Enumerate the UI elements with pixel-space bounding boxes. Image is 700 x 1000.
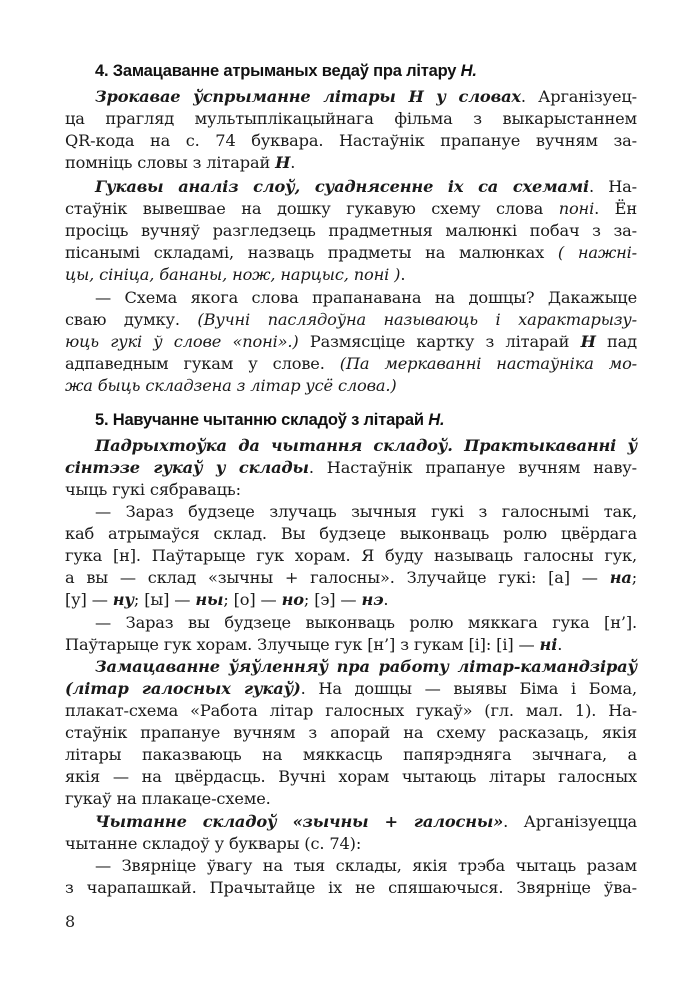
text-line bbox=[65, 877, 637, 899]
text-line bbox=[65, 567, 637, 589]
body-text: літары паказваюць на мяккасць папярэдняга зычнага, а bbox=[65, 745, 637, 764]
emphasis-bold-italic: (літар галосных гукаў) bbox=[65, 679, 301, 698]
emphasis-bold-italic: сінтэзе гукаў у склады bbox=[65, 458, 309, 477]
text-line bbox=[65, 435, 637, 457]
emphasis-bold-italic: Зрокавае ўспрыманне літары Н у словах bbox=[95, 87, 521, 106]
emphasis-bold-italic: но bbox=[281, 590, 304, 609]
document-page bbox=[65, 0, 637, 1000]
body-text: якія — на цвёрдасць. Вучні хорам чытаюць літары галосных bbox=[65, 767, 637, 786]
body-text: з чарапашкай. Прачытайце іх не спяшаючыся. Звярніце ўва- bbox=[65, 878, 637, 897]
body-text: гукаў на плакаце-схеме. bbox=[65, 789, 271, 808]
text-line bbox=[65, 287, 637, 309]
text-line bbox=[65, 479, 637, 501]
body-text: ; bbox=[631, 568, 637, 587]
emphasis-italic: жа быць складзена з літар усё слова.) bbox=[65, 376, 397, 395]
text-line bbox=[65, 788, 637, 810]
body-text: чыць гукі сябраваць: bbox=[65, 480, 241, 499]
text-line bbox=[65, 264, 637, 286]
text-line bbox=[65, 457, 637, 479]
body-text: . bbox=[400, 265, 406, 284]
text-line bbox=[65, 501, 637, 523]
body-text: ца прагляд мультыплікацыйнага фільма з выкарыстаннем bbox=[65, 109, 637, 128]
body-text: помніць словы з літарай bbox=[65, 153, 276, 172]
text-line bbox=[65, 589, 637, 611]
section-heading-letter: Н. bbox=[460, 62, 477, 80]
body-text: [у] — bbox=[65, 590, 113, 609]
emphasis-italic: (Па меркаванні настаўніка мо- bbox=[339, 354, 637, 373]
body-text: Размясціце картку з літарай bbox=[298, 332, 581, 351]
body-text: — Звярніце ўвагу на тыя склады, якія трэба чытаць разам bbox=[95, 856, 637, 875]
emphasis-bold-italic: ну bbox=[112, 590, 134, 609]
emphasis-bold-italic: ны bbox=[195, 590, 224, 609]
body-text: стаўнік вывешвае на дошку гукавую схему слова bbox=[65, 199, 559, 218]
section-heading-letter: Н. bbox=[428, 411, 445, 429]
body-text: QR-кода на с. 74 буквара. Настаўнік прапануе вучням за- bbox=[65, 131, 637, 150]
body-text: . bbox=[557, 635, 563, 654]
text-line bbox=[65, 855, 637, 877]
text-line bbox=[65, 176, 637, 198]
emphasis-italic: (Вучні паслядоўна называюць і характарызу- bbox=[197, 310, 637, 329]
emphasis-italic: поні bbox=[558, 199, 595, 218]
body-text: . На- bbox=[589, 177, 637, 196]
text-line bbox=[65, 130, 637, 152]
body-text: — Схема якога слова прапанавана на дошцы? Дакажыце bbox=[95, 288, 637, 307]
emphasis-bold-italic: Н bbox=[580, 332, 596, 351]
body-text: а вы — склад «зычны + галосны». Злучайце гукі: [а] — bbox=[65, 568, 610, 587]
text-line bbox=[65, 242, 637, 264]
page-number: 8 bbox=[65, 912, 76, 931]
text-line bbox=[65, 833, 637, 855]
emphasis-italic: юць гукі ў слове «поні».) bbox=[65, 332, 299, 351]
text-line bbox=[65, 152, 637, 174]
body-text: . Арганізуецца bbox=[503, 812, 637, 831]
text-line bbox=[65, 744, 637, 766]
body-text: чытанне складоў у буквары (с. 74): bbox=[65, 834, 362, 853]
body-text: — Зараз вы будзеце выконваць ролю мяккага гука [н’]. bbox=[95, 613, 637, 632]
body-text: . Настаўнік прапануе вучням наву- bbox=[308, 458, 637, 477]
text-line bbox=[65, 678, 637, 700]
emphasis-bold-italic: нэ bbox=[361, 590, 384, 609]
body-text: . На дошцы — выявы Біма і Бома, bbox=[300, 679, 637, 698]
text-line bbox=[65, 811, 637, 833]
emphasis-bold-italic: ні bbox=[539, 635, 558, 654]
body-text: ; [ы] — bbox=[133, 590, 196, 609]
body-text: . bbox=[383, 590, 389, 609]
body-text: ; [э] — bbox=[303, 590, 362, 609]
body-text: . bbox=[290, 153, 296, 172]
section-heading bbox=[95, 62, 477, 81]
text-line bbox=[65, 198, 637, 220]
text-line bbox=[65, 523, 637, 545]
emphasis-italic: ( нажні- bbox=[557, 243, 637, 262]
text-line bbox=[65, 612, 637, 634]
text-line bbox=[65, 634, 637, 656]
text-line bbox=[65, 331, 637, 353]
body-text: — Зараз будзеце злучаць зычныя гукі з галоснымі так, bbox=[95, 502, 637, 521]
body-text: плакат-схема «Работа літар галосных гукаў» (гл. мал. 1). На- bbox=[65, 701, 637, 720]
body-text: ; [о] — bbox=[223, 590, 282, 609]
section-heading-text: 4. Замацаванне атрыманых ведаў пра літару bbox=[95, 62, 461, 80]
body-text: стаўнік прапануе вучням з апорай на схему расказаць, якія bbox=[65, 723, 637, 742]
body-text: адпаведным гукам у слове. bbox=[65, 354, 340, 373]
body-text: . Арганізуец- bbox=[520, 87, 637, 106]
text-line bbox=[65, 220, 637, 242]
text-line bbox=[65, 375, 637, 397]
emphasis-bold-italic: Н bbox=[275, 153, 291, 172]
section-heading-text: 5. Навучанне чытанню складоў з літарай bbox=[95, 411, 429, 429]
body-text: . Ён bbox=[594, 199, 637, 218]
emphasis-bold-italic: Гукавы аналіз слоў, суаднясенне іх са схемамі bbox=[95, 177, 590, 196]
text-line bbox=[65, 353, 637, 375]
body-text: сваю думку. bbox=[65, 310, 198, 329]
text-line bbox=[65, 656, 637, 678]
emphasis-italic: цы, сініца, бананы, нож, нарцыс, поні ) bbox=[65, 265, 401, 284]
text-line bbox=[65, 700, 637, 722]
text-line bbox=[65, 108, 637, 130]
emphasis-bold-italic: на bbox=[609, 568, 632, 587]
emphasis-bold-italic: Замацаванне ўяўленняў пра работу літар-камандзіраў bbox=[95, 657, 637, 676]
text-line bbox=[65, 766, 637, 788]
body-text: просіць вучняў разгледзець прадметныя малюнкі побач з за- bbox=[65, 221, 637, 240]
body-text: гука [н]. Паўтарыце гук хорам. Я буду называць галосны гук, bbox=[65, 546, 637, 565]
body-text: пісанымі складамі, назваць прадметы на малюнках bbox=[65, 243, 558, 262]
text-line bbox=[65, 86, 637, 108]
body-text: каб атрымаўся склад. Вы будзеце выконваць ролю цвёрдага bbox=[65, 524, 637, 543]
text-line bbox=[65, 722, 637, 744]
body-text: пад bbox=[595, 332, 638, 351]
text-line bbox=[65, 545, 637, 567]
text-line bbox=[65, 309, 637, 331]
emphasis-bold-italic: Падрыхтоўка да чытання складоў. Практыкаванні ў bbox=[95, 436, 637, 455]
body-text: Паўтарыце гук хорам. Злучыце гук [н’] з гукам [і]: [і] — bbox=[65, 635, 540, 654]
section-heading bbox=[95, 411, 444, 430]
emphasis-bold-italic: Чытанне складоў «зычны + галосны» bbox=[95, 812, 504, 831]
